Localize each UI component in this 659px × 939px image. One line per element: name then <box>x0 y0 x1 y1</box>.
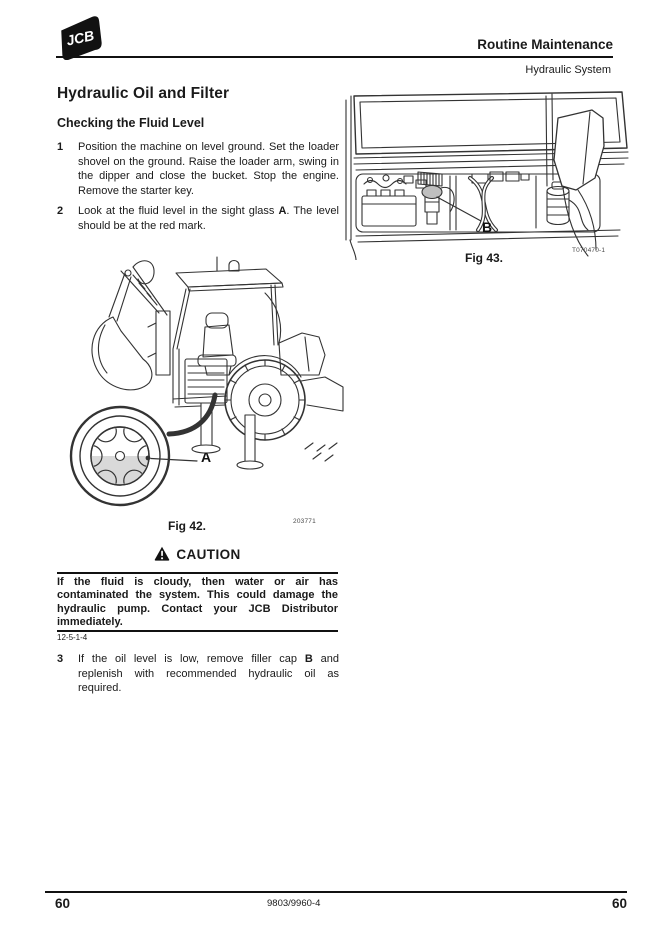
step-1-number: 1 <box>57 141 64 153</box>
jcb-logo-text: JCB <box>64 27 96 49</box>
fig42-callout-a: A <box>201 449 212 465</box>
caution-heading-text: CAUTION <box>176 547 241 562</box>
fig43-engine-compartment-illustration <box>340 88 640 265</box>
step-2 <box>57 204 339 233</box>
caution-ref-code: 12-5-1-4 <box>57 633 88 642</box>
footer-page-number-left: 60 <box>55 896 71 911</box>
footer-doc-code: 9803/9960-4 <box>267 898 321 909</box>
step-3-number: 3 <box>57 653 64 665</box>
caution-heading <box>57 546 338 562</box>
subsection-title: Checking the Fluid Level <box>57 116 205 130</box>
caution-rule-top <box>57 572 338 574</box>
step-2-number: 2 <box>57 205 64 217</box>
fig43-caption: Fig 43. <box>464 251 503 265</box>
page-header-title: Routine Maintenance <box>477 37 613 52</box>
section-title: Hydraulic Oil and Filter <box>57 85 230 102</box>
fig43-ref-code: T070470-1 <box>572 247 606 254</box>
caution-rule-bottom <box>57 630 338 632</box>
footer-rule <box>45 891 627 893</box>
step-1-text: Position the machine on level ground. Set the loader shovel on the ground. Raise the loader arm, swing in the dipper and close the bucket. Stop the engine. Remove the starter key. <box>78 141 339 197</box>
step-3-text: If the oil level is low, remove filler cap B and replenish with recommended hydraulic oil as required. <box>78 653 339 695</box>
page-header-subtitle: Hydraulic System <box>525 64 611 76</box>
footer-page-number-right: 60 <box>611 896 627 911</box>
fig42-caption: Fig 42. <box>167 519 206 533</box>
warning-triangle-icon <box>154 546 170 561</box>
step-1 <box>57 140 339 198</box>
fig42-ref-code: 203771 <box>293 518 316 525</box>
step-3 <box>57 652 339 696</box>
fig42-backhoe-illustration <box>55 253 347 520</box>
fig43-callout-b: B <box>482 219 493 235</box>
step-2-text: Look at the fluid level in the sight glass A. The level should be at the red mark. <box>78 205 339 232</box>
caution-body-text: If the fluid is cloudy, then water or air has contaminated the system. This could damage the hydraulic pump. Contact your JCB Distributor immediately. <box>57 576 338 629</box>
header-rule <box>56 56 613 58</box>
